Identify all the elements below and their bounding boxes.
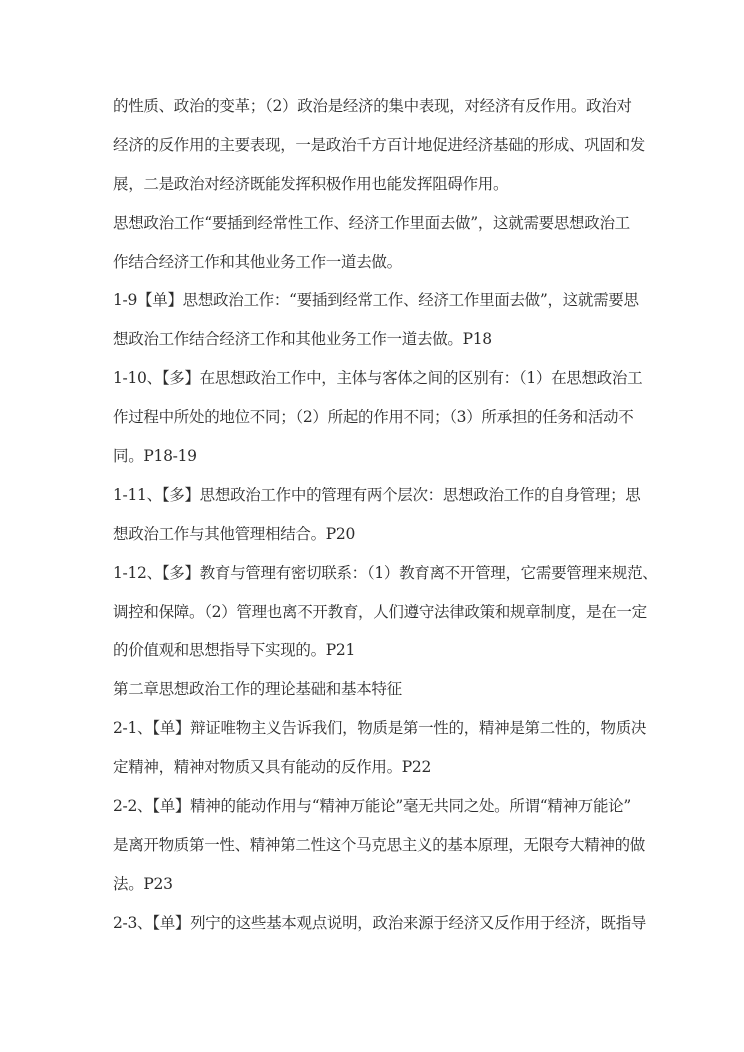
text-line: 作结合经济工作和其他业务工作一道去做。 <box>113 252 402 271</box>
text-line: 的性质、政治的变革；（2）政治是经济的集中表现，对经济有反作用。政治对 <box>113 97 632 115</box>
document-text-block <box>113 87 658 943</box>
text-line: 的价值观和思想指导下实现的。P21 <box>113 641 356 660</box>
text-line: 2-2、【单】精神的能动作用与“精神万能论”毫无共同之处。所谓“精神万能论” <box>113 797 632 816</box>
text-line: 定精神，精神对物质又具有能动的反作用。P22 <box>113 758 432 777</box>
text-line: 同。P18-19 <box>113 447 197 466</box>
text-line: 经济的反作用的主要表现，一是政治千方百计地促进经济基础的形成、巩固和发 <box>113 135 646 154</box>
text-line: 展，二是政治对经济既能发挥积极作用也能发挥阻碍作用。 <box>113 174 509 193</box>
text-line: 2-3、【单】列宁的这些基本观点说明，政治来源于经济又反作用于经济，既指导 <box>113 913 647 932</box>
text-line: 思想政治工作“要插到经常性工作、经济工作里面去做”，这就需要思想政治工 <box>113 213 630 232</box>
text-line: 想政治工作结合经济工作和其他业务工作一道去做。P18 <box>113 330 492 349</box>
text-line: 1-10、【多】在思想政治工作中，主体与客体之间的区别有：（1）在思想政治工 <box>113 369 643 388</box>
text-line: 1-9【单】思想政治工作：“要插到经常工作、经济工作里面去做”，这就需要思 <box>113 291 639 310</box>
text-line: 是离开物质第一性、精神第二性这个马克思主义的基本原理，无限夸大精神的做 <box>113 835 646 854</box>
text-line: 调控和保障。（2）管理也离不开教育，人们遵守法律政策和规章制度，是在一定 <box>113 602 647 621</box>
text-line: 作过程中所处的地位不同；（2）所起的作用不同；（3）所承担的任务和活动不 <box>113 408 634 427</box>
text-line: 2-1、【单】辩证唯物主义告诉我们，物质是第一性的，精神是第二性的，物质决 <box>113 719 647 738</box>
text-line: 第二章思想政治工作的理论基础和基本特征 <box>113 680 402 699</box>
text-line: 法。P23 <box>113 874 173 893</box>
text-line: 1-11、【多】思想政治工作中的管理有两个层次：思想政治工作的自身管理；思 <box>113 485 641 504</box>
text-line: 想政治工作与其他管理相结合。P20 <box>113 524 356 543</box>
text-line: 1-12、【多】教育与管理有密切联系：（1）教育离不开管理，它需要管理来规范、 <box>113 563 658 582</box>
